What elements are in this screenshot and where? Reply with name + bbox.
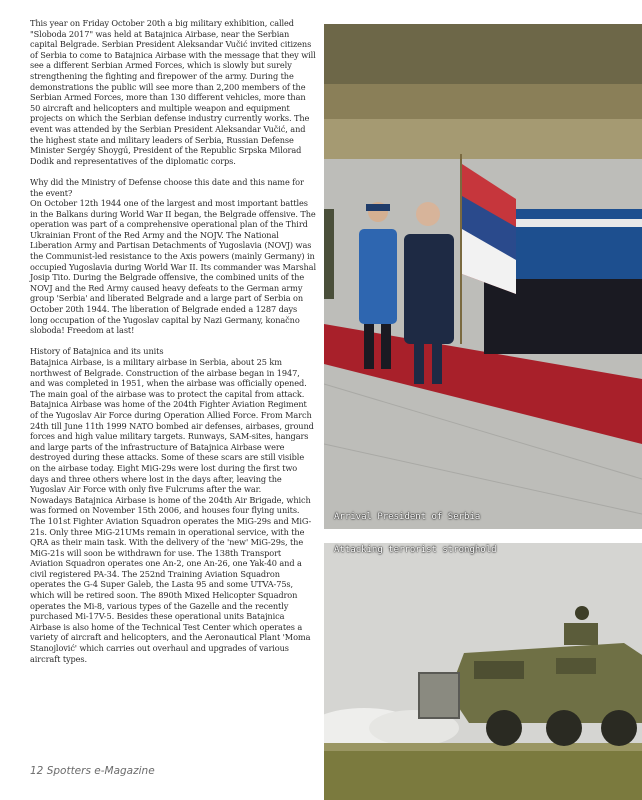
article-paragraph-offensive: On October 12th 1944 one of the largest and most important battles in the Balkans during World War II began, the Belgrade offensive. The operation was part of a comprehensive operational plan of the Third Ukrainian Front of the Red Army and the NOJV. The National Liberation Army and Partisan Detachments of Yugoslavia (NOVJ) was the Communist-led resistance to the Axis powers (mainly Germany) in occupied Yugoslavia during World War II. Its commander was Marshal Josip Tito. During the Belgrade offensive, the combined units of the NOVJ and the Red Army caused heavy defeats to the German army group 'Serbia' and liberated Belgrade and a large part of Serbia on October 20th 1944. The liberation of Belgrade ended a 1287 days long occupation of the Yugoslav capital by Nazi Germany, konačno sloboda! Freedom at last! xyxy=(30,198,316,336)
photo-attacking-stronghold xyxy=(324,543,642,800)
history-heading: History of Batajnica and its units xyxy=(30,346,164,357)
caption-arrival: Arrival President of Serbia xyxy=(334,512,481,522)
article-column xyxy=(30,18,316,675)
photo-arrival-president xyxy=(324,24,642,529)
article-paragraph-intro: This year on Friday October 20th a big military exhibition, called "Sloboda 2017" was held at Batajnica Airbase, near the Serbian capital Belgrade. Serbian President Aleksandar Vučić invited citizens of Serbia to come to Batajnica Airbase with the message that they will see a different Serbian Armed Forces, which is slowly but surely strengthening the fighting and firepower of the army. During the demonstrations the public will see more than 2,200 members of the Serbian Armed Forces, more than 130 different vehicles, more than 50 aircraft and helicopters and multiple weapon and equipment projects on which the Serbian defense industry currently works. The event was attended by the Serbian President Aleksandar Vučić, and the highest state and military leaders of Serbia, Russian Defense Minister Sergéy Shoygú, President of the Republic Srpska Milorad Dodik and representatives of the diplomatic corps. xyxy=(30,18,316,166)
article-section-why xyxy=(30,177,316,336)
caption-attacking: Attacking terrorist stronghold xyxy=(334,545,497,555)
question-heading: Why did the Ministry of Defense choose this date and this name for the event? xyxy=(30,176,304,198)
article-paragraph-history: Batajnica Airbase, is a military airbase in Serbia, about 25 km northwest of Belgrade. Construction of the airbase began in 1947, and was completed in 1951, when the airbase was officially opened. The main goal of the airbase was to protect the capital from attack. Batajnica Airbase was home of the 204th Fighter Aviation Regiment of the Yugoslav Air Force during Operation Allied Force. From March 24th till June 11th 1999 NATO bombed air defenses, airbases, ground forces and high value military targets. Runways, SAM-sites, hangars and large parts of the infrastructure of Batajnica Airbase were destroyed during these attacks. Some of these scars are still visible on the airbase today. Eight MiG-29s were lost during the first two days and three others where lost in the days after, leaving the Yugoslav Air Force with only five Fulcrums after the war. xyxy=(30,357,314,495)
page-footer: 12 Spotters e-Magazine xyxy=(30,765,155,777)
article-section-history xyxy=(30,346,316,494)
article-paragraph-units: Nowadays Batajnica Airbase is home of the 204th Air Brigade, which was formed on November 15th 2006, and houses four flying units. The 101st Fighter Aviation Squadron operates the MiG-29s and MiG-21s. Only three MiG-21UMs remain in operational service, with the QRA as their main task. With the delivery of the 'new' MiG-29s, the MiG-21s will soon be withdrawn for use. The 138th Transport Aviation Squadron operates one An-2, one An-26, one Yak-40 and a civil registered PA-34. The 252nd Training Aviation Squadron operates the G-4 Super Galeb, the Lasta 95 and some UTVA-75s, which will be retired soon. The 890th Mixed Helicopter Squadron operates the Mi-8, various types of the Gazelle and the recently purchased Mi-17V-5. Besides these operational units Batajnica Airbase is also home of the Technical Test Center which operates a variety of aircraft and helicopters, and the Aeronautical Plant 'Moma Stanojlović' which carries out overhaul and upgrades of various aircraft types. xyxy=(30,494,312,664)
